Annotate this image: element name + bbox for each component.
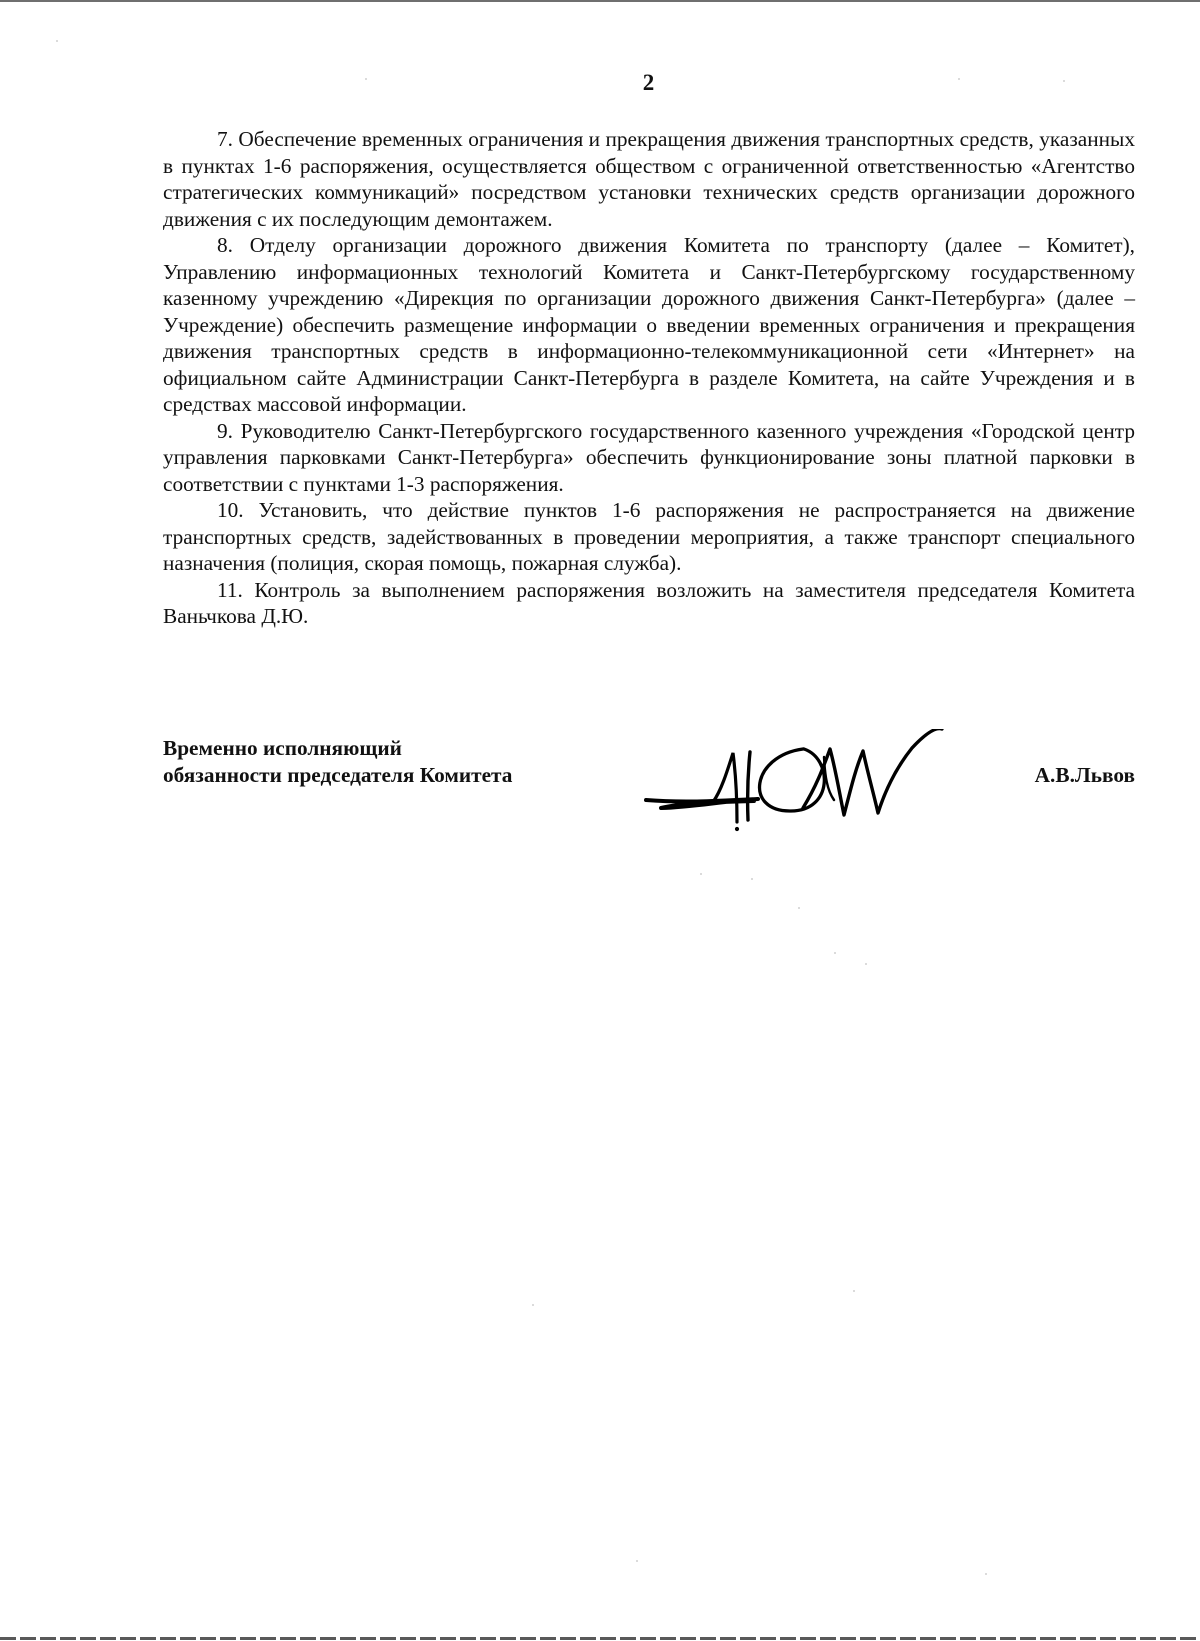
scan-speck bbox=[700, 873, 702, 875]
scan-speck bbox=[853, 1290, 855, 1292]
scan-speck bbox=[958, 78, 960, 80]
scan-speck bbox=[56, 40, 58, 42]
document-body bbox=[163, 126, 1135, 630]
scan-speck bbox=[985, 1573, 987, 1575]
scan-bottom-border bbox=[0, 1637, 1200, 1640]
paragraph-10: 10. Установить, что действие пунктов 1-6 распоряжения не распространяется на движение транспортных средств, задействованных в проведении мероприятия, а также транспорт специального назначения (полиция, скорая помощь, пожарная служба). bbox=[163, 498, 1135, 575]
page-number: 2 bbox=[642, 70, 655, 95]
scan-speck bbox=[532, 1304, 534, 1306]
handwritten-signature-icon bbox=[603, 729, 1178, 849]
signature-block bbox=[163, 735, 1135, 815]
scan-speck bbox=[834, 952, 836, 954]
scan-speck bbox=[865, 963, 867, 965]
paragraph-8: 8. Отделу организации дорожного движения Комитета по транспорту (далее – Комитет), Управлению информационных технологий Комитета и Санкт-Петербургскому государственному казенному учреждению «Дирекция по организации дорожного движения Санкт-Петербурга» (далее – Учреждение) обеспечить размещение информации о введении временных ограничения и прекращения движения транспортных средств в информационно-телекоммуникационной сети «Интернет» на официальном сайте Администрации Санкт-Петербурга в разделе Комитета, на сайте Учреждения и в средствах массовой информации. bbox=[163, 233, 1135, 416]
scan-speck bbox=[365, 78, 367, 80]
signer-name: А.В.Львов bbox=[1034, 763, 1135, 787]
scan-speck bbox=[798, 907, 800, 909]
scan-speck bbox=[1063, 80, 1065, 82]
scan-speck bbox=[636, 1560, 638, 1562]
signer-title bbox=[163, 735, 512, 788]
scan-top-border bbox=[0, 0, 1200, 2]
signer-title-line-1: Временно исполняющий bbox=[163, 736, 402, 760]
paragraph-7: 7. Обеспечение временных ограничения и прекращения движения транспортных средств, указанных в пунктах 1-6 распоряжения, осуществляется обществом с ограниченной ответственностью «Агентство стратегических коммуникаций» посредством установки технических средств организации дорожного движения с их последующим демонтажем. bbox=[163, 127, 1135, 231]
paragraph-9: 9. Руководителю Санкт-Петербургского государственного казенного учреждения «Городской центр управления парковками Санкт-Петербурга» обеспечить функционирование зоны платной парковки в соответствии с пунктами 1-3 распоряжения. bbox=[163, 418, 1135, 496]
scan-speck bbox=[751, 878, 753, 880]
paragraph-11: 11. Контроль за выполнением распоряжения возложить на заместителя председателя Комитета Ваньчкова Д.Ю. bbox=[163, 577, 1135, 628]
signer-title-line-2: обязанности председателя Комитета bbox=[163, 762, 513, 787]
